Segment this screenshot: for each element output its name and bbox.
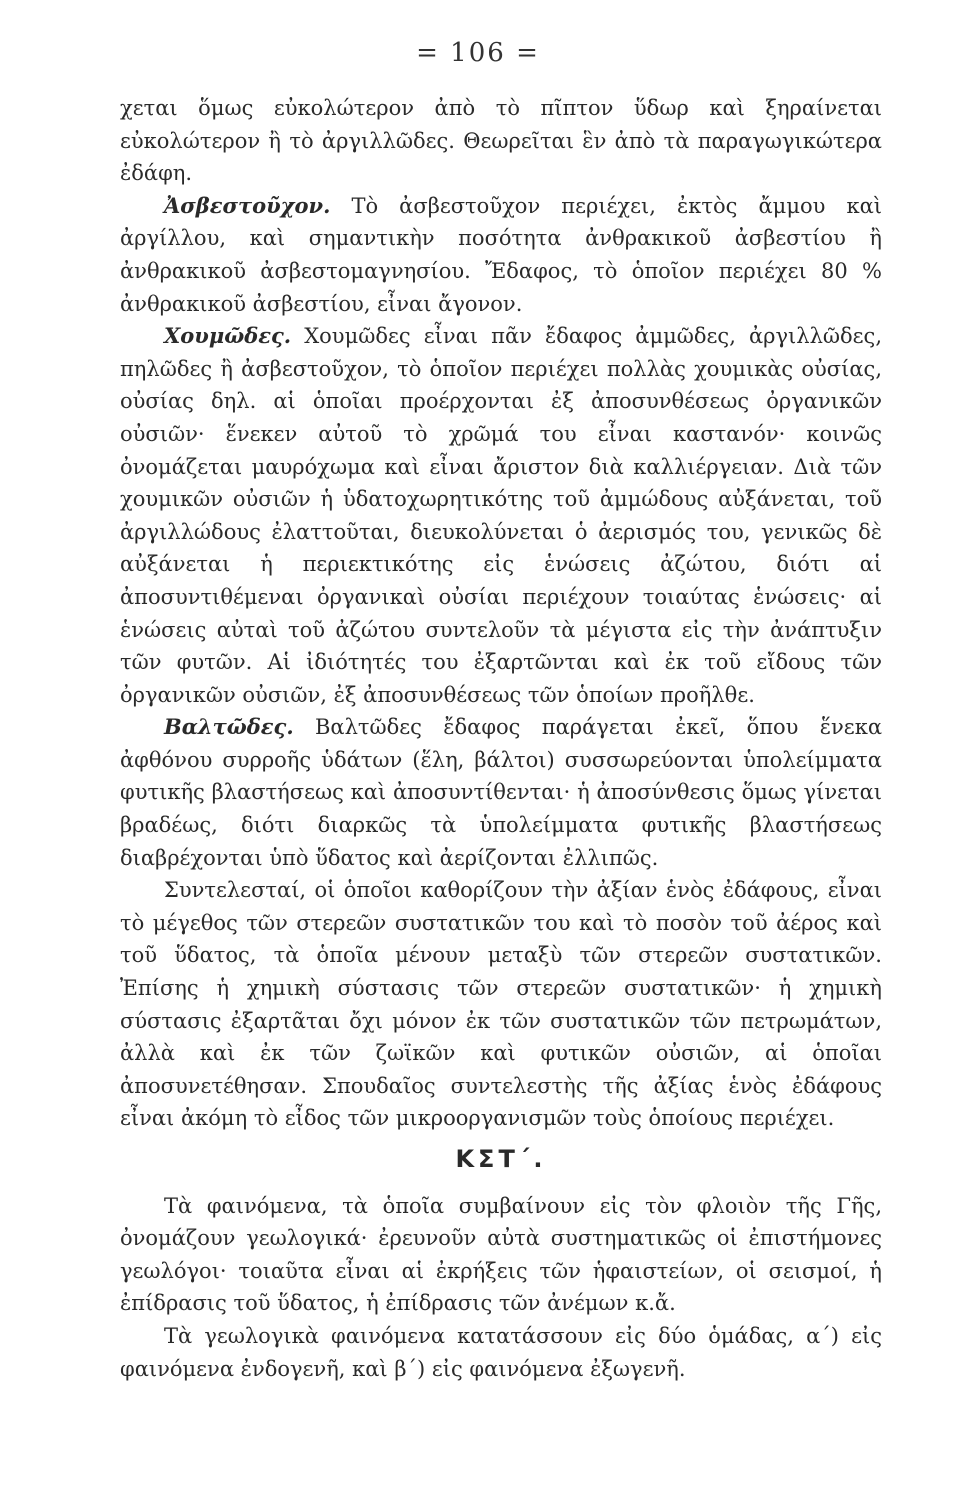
paragraph-humus (120, 320, 882, 711)
body-text (120, 92, 882, 1385)
paragraph-geological-phenomena (120, 1190, 882, 1320)
section-heading: ΚΣΤ΄. (455, 1145, 547, 1173)
paragraph-text: Χουμῶδες εἶναι πᾶν ἔδαφος ἀμμῶδες, ἀργιλλῶδες, πηλῶδες ἢ ἀσβεστοῦχον, τὸ ὁποῖον περιέχει πολλὰς χουμικὰς οὐσίας, οὐσίας δηλ. αἱ ὁποῖαι προέρχονται ἐξ ἀποσυνθέσεως ὀργανικῶν οὐσιῶν· ἕνεκεν αὐτοῦ τὸ χρῶμά του εἶναι καστανόν· κοινῶς ὀνομάζεται μαυρόχωμα καὶ εἶναι ἄριστον διὰ καλλιέργειαν. Διὰ τῶν χουμικῶν οὐσιῶν ἡ ὑδατοχωρητικότης τοῦ ἀμμώδους αὐξάνεται, τοῦ ἀργιλλώδους ἐλαττοῦται, διευκολύνεται ὁ ἀερισμός του, γενικῶς δὲ αὐξάνεται ἡ περιεκτικότης εἰς ἑνώσεις ἀζώτου, διότι αἱ ἀποσυντιθέμεναι ὀργανικαὶ οὐσίαι περιέχουν τοιαύτας ἑνώσεις· αἱ ἑνώσεις αὐταὶ τοῦ ἀζώτου συντελοῦν τὰ μέγιστα εἰς τὴν ἀνάπτυξιν τῶν φυτῶν. Αἱ ἰδιότητές του ἐξαρτῶνται καὶ ἐκ τοῦ εἴδους τῶν ὀργανικῶν οὐσιῶν, ἐξ ἀποσυνθέσεως τῶν ὁποίων προῆλθε. (120, 324, 882, 707)
paragraph-factors (120, 874, 882, 1135)
paragraph-text: Τὰ γεωλογικὰ φαινόμενα κατατάσσουν εἰς δύο ὁμάδας, α΄) εἰς φαινόμενα ἐνδογενῆ, καὶ β΄) εἰς φαινόμενα ἐξωγενῆ. (120, 1323, 882, 1381)
paragraph-calcareous (120, 190, 882, 320)
paragraph-text: Συντελεσταί, οἱ ὁποῖοι καθορίζουν τὴν ἀξίαν ἑνὸς ἐδάφους, εἶναι τὸ μέγεθος τῶν στερεῶν συστατικῶν του καὶ τὸ ποσὸν τοῦ ἀέρος καὶ τοῦ ὕδατος, τὰ ὁποῖα μένουν μεταξὺ τῶν στερεῶν συστατικῶν. Ἐπίσης ἡ χημικὴ σύστασις τῶν στερεῶν συστατικῶν· ἡ χημικὴ σύστασις ἐξαρτᾶται ὄχι μόνον ἐκ τῶν συστατικῶν τῶν πετρωμάτων, ἀλλὰ καὶ ἐκ τῶν ζωϊκῶν καὶ φυτικῶν οὐσιῶν, αἱ ὁποῖαι ἀποσυνετέθησαν. Σπουδαῖος συντελεστὴς τῆς ἀξίας ἑνὸς ἐδάφους εἶναι ἀκόμη τὸ εἶδος τῶν μικροοργανισμῶν τοὺς ὁποίους περιέχει. (120, 878, 882, 1131)
paragraph-text: Τὰ φαινόμενα, τὰ ὁποῖα συμβαίνουν εἰς τὸν φλοιὸν τῆς Γῆς, ὀνομάζουν γεωλογικά· ἐρευνοῦν αὐτὰ συστηματικῶς οἱ ἐπιστήμονες γεωλόγοι· τοιαῦτα εἶναι αἱ ἐκρήξεις τῶν ἡφαιστείων, οἱ σεισμοί, ἡ ἐπίδρασις τοῦ ὕδατος, ἡ ἐπίδρασις τῶν ἀνέμων κ.ἄ. (120, 1193, 882, 1316)
term-marshy: Βαλτῶδες. (164, 714, 294, 740)
paragraph-continuation (120, 92, 882, 190)
term-humus: Χουμῶδες. (164, 323, 292, 349)
paragraph-classification (120, 1320, 882, 1385)
paragraph-text: χεται ὅμως εὐκολώτερον ἀπὸ τὸ πῖπτον ὕδωρ καὶ ξηραίνεται εὐκολώτερον ἢ τὸ ἀργιλλῶδες. Θεωρεῖται ἓν ἀπὸ τὰ παραγωγικώτερα ἐδάφη. (120, 96, 882, 186)
paragraph-text: Τὸ ἀσβεστοῦχον περιέχει, ἐκτὸς ἄμμου καὶ ἀργίλλου, καὶ σημαντικὴν ποσότητα ἀνθρακικοῦ ἀσβεστίου ἢ ἀνθρακικοῦ ἀσβεστομαγνησίου. Ἔδαφος, τὸ ὁποῖον περιέχει 80 % ἀνθρακικοῦ ἀσβεστίου, εἶναι ἄγονον. (120, 193, 882, 316)
page-number: = 106 = (416, 38, 540, 68)
paragraph-marshy (120, 711, 882, 874)
paragraph-text: Βαλτῶδες ἔδαφος παράγεται ἐκεῖ, ὅπου ἕνεκα ἀφθόνου συρροῆς ὑδάτων (ἕλη, βάλτοι) συσσωρεύονται ὑπολείμματα φυτικῆς βλαστήσεως καὶ ἀποσυντίθενται· ἡ ἀποσύνθεσις ὅμως γίνεται βραδέως, διότι διαρκῶς τὰ ὑπολείμματα φυτικῆς βλαστήσεως διαβρέχονται ὑπὸ ὕδατος καὶ ἀερίζονται ἐλλιπῶς. (120, 715, 882, 870)
term-calcareous: Ἀσβεστοῦχον. (164, 192, 331, 218)
